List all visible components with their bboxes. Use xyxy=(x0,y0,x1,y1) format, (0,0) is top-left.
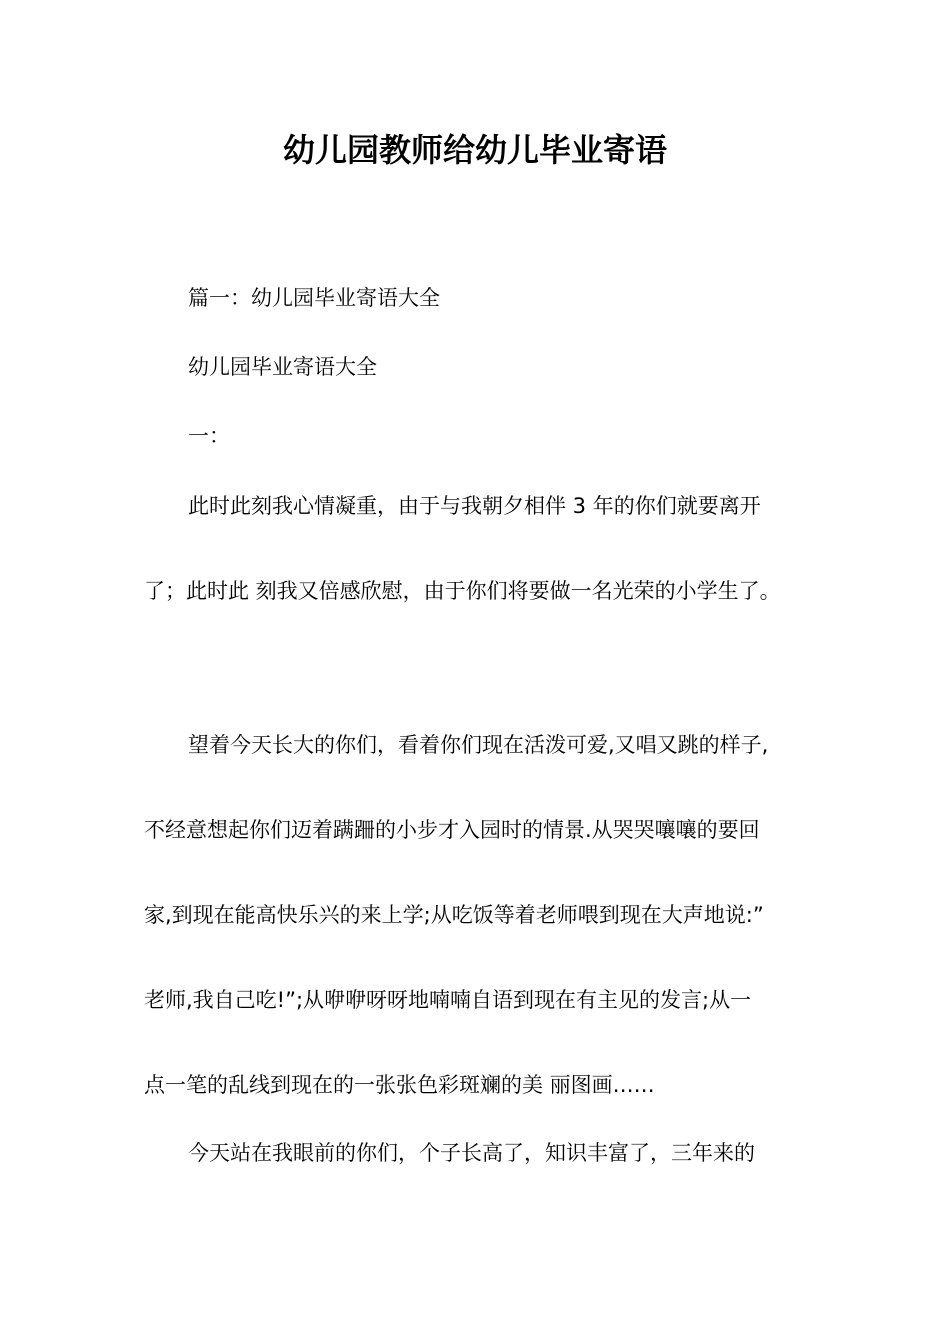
section-heading: 篇一：幼儿园毕业寄语大全 xyxy=(188,286,440,310)
paragraph-line: 老师,我自己吃!”;从咿咿呀呀地喃喃自语到现在有主见的发言;从一 xyxy=(144,988,752,1012)
paragraph-line: 此时此刻我心情凝重，由于与我朝夕相伴 3 年的你们就要离开 xyxy=(188,494,761,518)
paragraph-line: 今天站在我眼前的你们，个子长高了，知识丰富了，三年来的 xyxy=(188,1141,755,1165)
paragraph-line: 家,到现在能高快乐兴的来上学;从吃饭等着老师喂到现在大声地说:” xyxy=(144,903,764,927)
document-title: 幼儿园教师给幼儿毕业寄语 xyxy=(282,131,667,169)
paragraph-line: 望着今天长大的你们，看着你们现在活泼可爱,又唱又跳的样子, xyxy=(188,733,769,757)
item-number: 一： xyxy=(188,424,230,448)
paragraph-line: 不经意想起你们迈着蹒跚的小步才入园时的情景.从哭哭嚷嚷的要回 xyxy=(144,818,760,842)
paragraph-line: 点一笔的乱线到现在的一张张色彩斑斓的美 丽图画…… xyxy=(144,1073,655,1097)
paragraph-line: 了；此时此 刻我又倍感欣慰，由于你们将要做一名光荣的小学生了。 xyxy=(144,579,781,603)
subheading: 幼儿园毕业寄语大全 xyxy=(188,355,377,379)
